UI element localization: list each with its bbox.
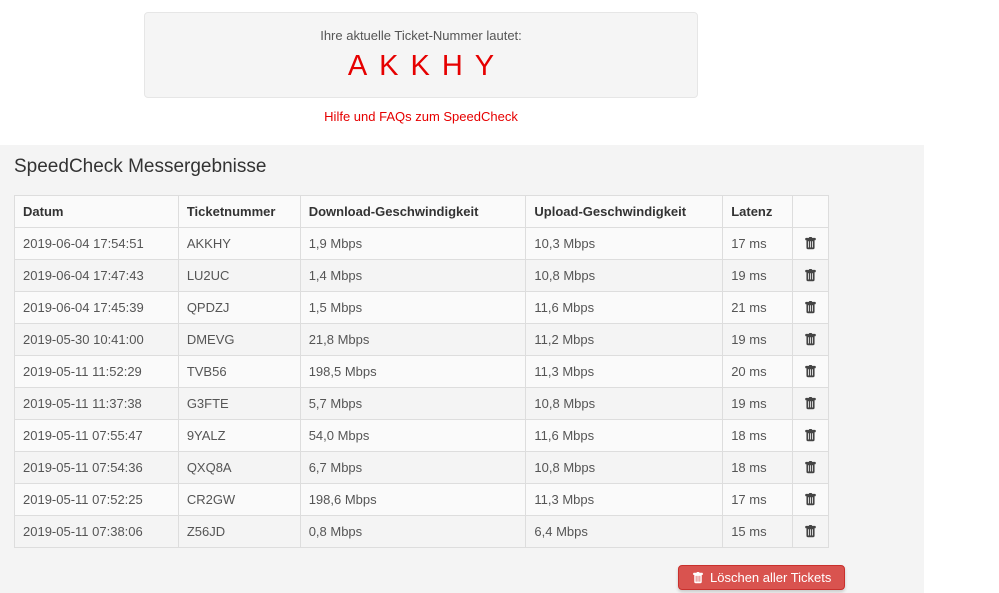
table-row [15,228,829,260]
cell-datum: 2019-05-11 11:52:29 [15,356,179,388]
cell-actions [793,452,829,484]
cell-actions [793,228,829,260]
trash-icon [804,525,817,538]
delete-ticket-button[interactable] [793,356,828,387]
trash-icon [804,365,817,378]
cell-upload: 11,2 Mbps [526,324,723,356]
cell-actions [793,420,829,452]
trash-icon [804,301,817,314]
ticket-number-label: Ihre aktuelle Ticket-Nummer lautet: [320,28,522,43]
cell-latenz: 17 ms [723,484,793,516]
trash-icon [692,572,704,584]
cell-datum: 2019-05-11 07:55:47 [15,420,179,452]
table-row [15,356,829,388]
cell-actions [793,356,829,388]
cell-actions [793,324,829,356]
column-header-latenz: Latenz [723,196,793,228]
delete-ticket-button[interactable] [793,388,828,419]
cell-ticketnummer: G3FTE [178,388,300,420]
cell-download: 5,7 Mbps [300,388,526,420]
trash-icon [804,429,817,442]
cell-datum: 2019-05-11 07:38:06 [15,516,179,548]
cell-upload: 6,4 Mbps [526,516,723,548]
cell-upload: 10,3 Mbps [526,228,723,260]
cell-datum: 2019-05-11 11:37:38 [15,388,179,420]
cell-ticketnummer: Z56JD [178,516,300,548]
table-row [15,324,829,356]
table-row [15,484,829,516]
cell-upload: 11,6 Mbps [526,420,723,452]
cell-download: 21,8 Mbps [300,324,526,356]
results-table [14,195,829,548]
delete-ticket-button[interactable] [793,260,828,291]
cell-datum: 2019-05-11 07:54:36 [15,452,179,484]
results-table-body [15,228,829,548]
cell-latenz: 18 ms [723,452,793,484]
cell-upload: 10,8 Mbps [526,388,723,420]
trash-icon [804,269,817,282]
delete-ticket-button[interactable] [793,420,828,451]
cell-ticketnummer: CR2GW [178,484,300,516]
trash-icon [804,237,817,250]
cell-upload: 11,6 Mbps [526,292,723,324]
cell-latenz: 19 ms [723,388,793,420]
cell-actions [793,388,829,420]
delete-all-tickets-button[interactable] [678,565,845,590]
cell-upload: 10,8 Mbps [526,260,723,292]
cell-datum: 2019-05-30 10:41:00 [15,324,179,356]
delete-ticket-button[interactable] [793,324,828,355]
cell-datum: 2019-06-04 17:54:51 [15,228,179,260]
delete-ticket-button[interactable] [793,484,828,515]
cell-latenz: 19 ms [723,260,793,292]
cell-datum: 2019-06-04 17:45:39 [15,292,179,324]
cell-download: 1,4 Mbps [300,260,526,292]
column-header-ticketnummer: Ticketnummer [178,196,300,228]
column-header-upload: Upload-Geschwindigkeit [526,196,723,228]
cell-download: 0,8 Mbps [300,516,526,548]
cell-ticketnummer: AKKHY [178,228,300,260]
column-header-actions [793,196,829,228]
cell-ticketnummer: QPDZJ [178,292,300,324]
cell-download: 198,6 Mbps [300,484,526,516]
cell-actions [793,260,829,292]
ticket-number-panel [144,12,698,98]
delete-ticket-button[interactable] [793,292,828,323]
cell-upload: 10,8 Mbps [526,452,723,484]
trash-icon [804,333,817,346]
cell-ticketnummer: TVB56 [178,356,300,388]
table-row [15,388,829,420]
table-row [15,292,829,324]
trash-icon [804,397,817,410]
current-ticket-number: AKKHY [347,50,507,82]
cell-actions [793,516,829,548]
cell-actions [793,484,829,516]
cell-latenz: 18 ms [723,420,793,452]
column-header-download: Download-Geschwindigkeit [300,196,526,228]
table-row [15,452,829,484]
cell-ticketnummer: DMEVG [178,324,300,356]
cell-ticketnummer: LU2UC [178,260,300,292]
cell-download: 1,9 Mbps [300,228,526,260]
delete-ticket-button[interactable] [793,228,828,259]
table-row [15,516,829,548]
cell-actions [793,292,829,324]
cell-download: 198,5 Mbps [300,356,526,388]
cell-upload: 11,3 Mbps [526,356,723,388]
delete-all-tickets-label: Löschen aller Tickets [710,570,832,585]
delete-ticket-button[interactable] [793,452,828,483]
cell-latenz: 19 ms [723,324,793,356]
cell-datum: 2019-06-04 17:47:43 [15,260,179,292]
table-header-row [15,196,829,228]
speedcheck-results-section [0,145,924,593]
cell-latenz: 21 ms [723,292,793,324]
cell-latenz: 17 ms [723,228,793,260]
cell-download: 1,5 Mbps [300,292,526,324]
cell-latenz: 15 ms [723,516,793,548]
trash-icon [804,461,817,474]
cell-download: 54,0 Mbps [300,420,526,452]
cell-download: 6,7 Mbps [300,452,526,484]
results-title: SpeedCheck Messergebnisse [14,156,267,177]
delete-ticket-button[interactable] [793,516,828,547]
trash-icon [804,493,817,506]
help-link-row [144,109,698,124]
cell-latenz: 20 ms [723,356,793,388]
table-row [15,260,829,292]
cell-ticketnummer: QXQ8A [178,452,300,484]
table-row [15,420,829,452]
cell-datum: 2019-05-11 07:52:25 [15,484,179,516]
cell-ticketnummer: 9YALZ [178,420,300,452]
help-faq-link[interactable]: Hilfe und FAQs zum SpeedCheck [324,109,518,124]
column-header-datum: Datum [15,196,179,228]
cell-upload: 11,3 Mbps [526,484,723,516]
